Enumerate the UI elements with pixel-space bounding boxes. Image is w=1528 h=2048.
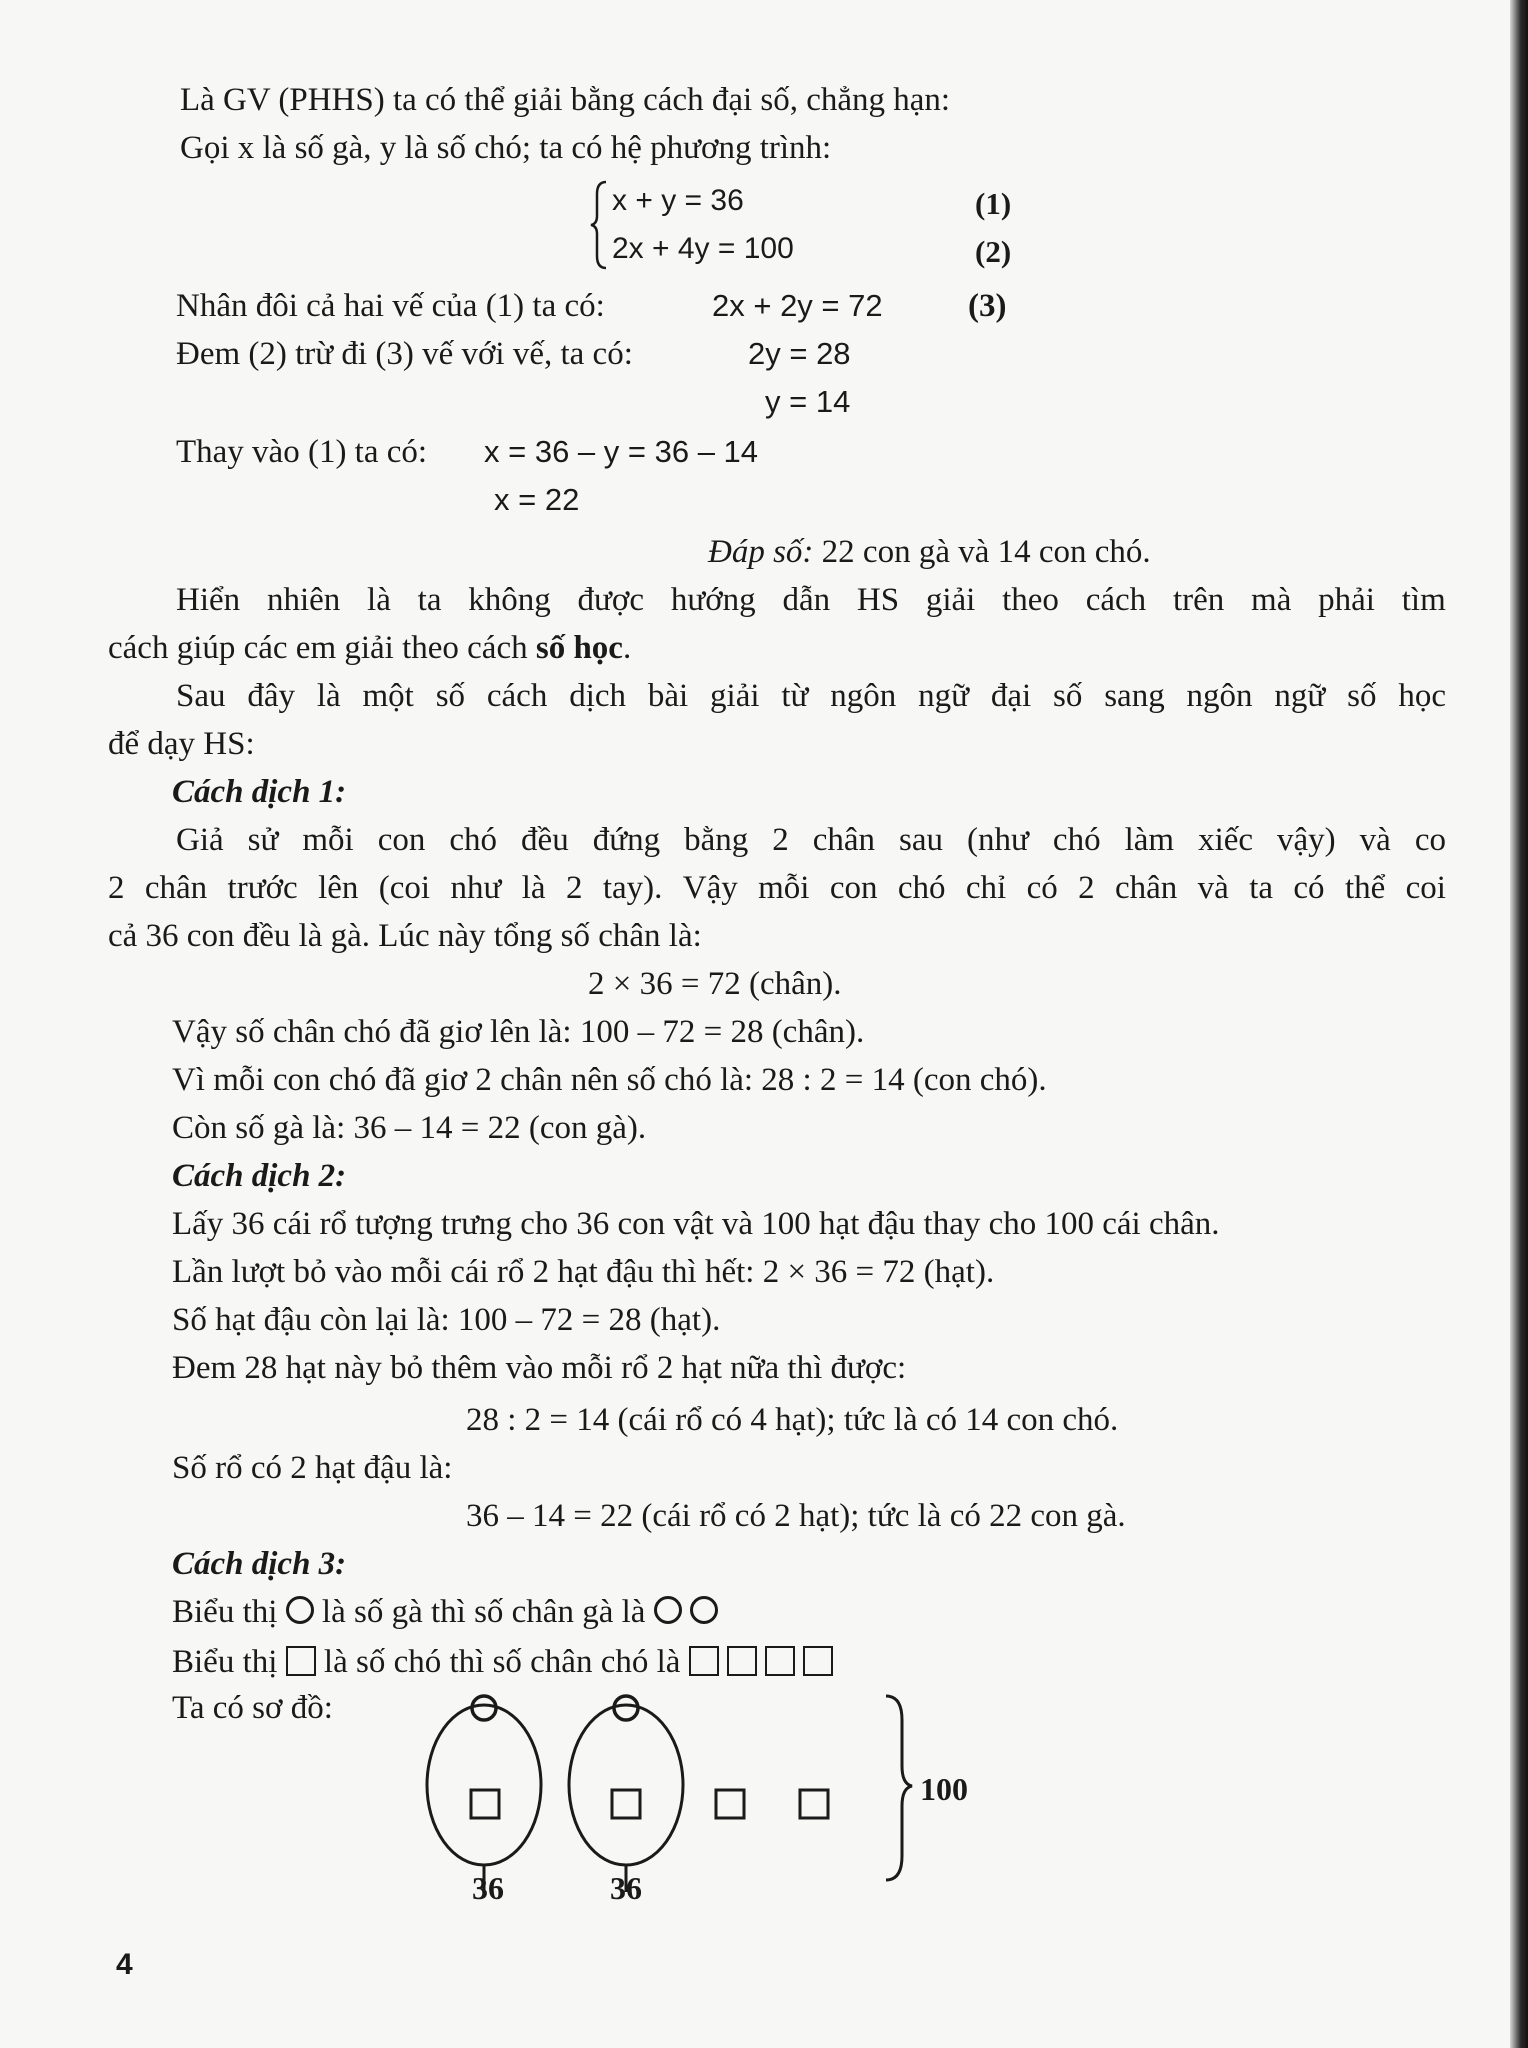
word: là [521, 870, 546, 906]
system-brace [588, 180, 610, 270]
word: như [450, 870, 502, 906]
group-ellipse-left [427, 1705, 541, 1865]
circle-icon [690, 1596, 718, 1624]
word: ngôn [830, 678, 897, 714]
count-right: 36 [610, 1870, 642, 1906]
para2-line-1 [176, 680, 1446, 713]
square-line-post: là số chó thì số chân chó là [323, 1644, 681, 1680]
word: bài [647, 678, 689, 714]
method-1-calc: 2 × 36 = 72 (chân). [588, 966, 842, 1002]
word: sử [247, 822, 279, 858]
word: 2 [1078, 870, 1095, 906]
word: đây [247, 678, 295, 714]
step-3-text: Thay vào (1) ta có: [176, 434, 428, 470]
answer-text: 22 con gà và 14 con chó. [821, 534, 1151, 570]
word: phải [1318, 582, 1375, 618]
circle-icon [654, 1596, 682, 1624]
word: học [1398, 678, 1446, 714]
answer-line [708, 536, 1151, 569]
word: hướng [670, 582, 756, 618]
word: ta [417, 582, 442, 618]
para1-line-1 [176, 584, 1446, 617]
word: giải [925, 582, 976, 618]
word: tìm [1401, 582, 1446, 618]
answer-label: Đáp số: [708, 534, 814, 570]
circle-icon [472, 1696, 496, 1720]
square-line-pre: Biểu thị [172, 1644, 278, 1680]
word: (như [967, 822, 1029, 858]
word: chân [812, 822, 876, 858]
method-1-heading: Cách dịch 1: [172, 774, 347, 810]
method-2-line-2: Lần lượt bỏ vào mỗi cái rổ 2 hạt đậu thì hết: 2 × 36 = 72 (hạt). [172, 1254, 995, 1290]
word: con [829, 870, 878, 906]
word: trước [227, 870, 298, 906]
word: ta [1249, 870, 1274, 906]
para1-period: . [622, 630, 632, 666]
word: chân [1115, 870, 1178, 906]
word: có [1026, 870, 1058, 906]
total-label: 100 [920, 1771, 968, 1807]
word: mỗi [758, 870, 810, 906]
word: 2 [772, 822, 789, 858]
word: 2 [108, 870, 125, 906]
word: ngữ [1274, 678, 1326, 714]
word: tay). [602, 870, 663, 906]
method-2-line-3: Số hạt đậu còn lại là: 100 – 72 = 28 (hạt). [172, 1302, 721, 1338]
word: đứng [592, 822, 661, 858]
word: Vậy [682, 870, 738, 906]
word: Giả [176, 822, 224, 858]
word: làm [1124, 822, 1175, 858]
word: dịch [569, 678, 627, 714]
circle-icon [286, 1596, 314, 1624]
method-1-line-2 [108, 872, 1446, 905]
word: thể [1344, 870, 1386, 906]
word: và [1197, 870, 1229, 906]
word: 2 [565, 870, 583, 906]
word: được [577, 582, 645, 618]
method-1-line-3: cả 36 con đều là gà. Lúc này tổng số chân là: [108, 918, 702, 954]
step-2-result: y = 14 [765, 384, 851, 419]
word: con [377, 822, 426, 858]
word: vậy) [1277, 822, 1336, 858]
word: chó [897, 870, 946, 906]
word: Sau [176, 678, 226, 714]
method-1-line-4: Vậy số chân chó đã giơ lên là: 100 – 72 = 28 (chân). [172, 1014, 865, 1050]
word: (coi [378, 870, 431, 906]
square-icon [471, 1790, 499, 1818]
word: số [1053, 678, 1083, 714]
para1-line-2 [108, 632, 631, 665]
step-3-equation: x = 36 – y = 36 – 14 [484, 434, 759, 469]
word: bằng [684, 822, 749, 858]
square-icon [689, 1646, 719, 1676]
equation-1: x + y = 36 [612, 184, 744, 217]
word: cách [486, 678, 548, 714]
intro-line-2: Gọi x là số gà, y là số chó; ta có hệ phương trình: [180, 130, 832, 166]
word: lên [318, 870, 359, 906]
method-1-line-5: Vì mỗi con chó đã giơ 2 chân nên số chó là: 28 : 2 = 14 (con chó). [172, 1062, 1047, 1098]
method-3-heading: Cách dịch 3: [172, 1546, 347, 1582]
word: là [367, 582, 391, 618]
word: HS [856, 582, 900, 618]
para1-bold-term: số học [535, 630, 623, 666]
method-3-square-line [172, 1646, 833, 1679]
word: không [468, 582, 551, 618]
count-left: 36 [472, 1870, 504, 1906]
square-icon [765, 1646, 795, 1676]
word: một [362, 678, 414, 714]
word: xiếc [1198, 822, 1254, 858]
word: là [316, 678, 341, 714]
word: mà [1251, 582, 1292, 618]
square-icon [727, 1646, 757, 1676]
word: chỉ [965, 870, 1007, 906]
group-ellipse-right [569, 1705, 683, 1865]
method-2-calc-2: 36 – 14 = 22 (cái rổ có 2 hạt); tức là có 22 con gà. [466, 1498, 1126, 1534]
square-icon [716, 1790, 744, 1818]
word: đều [521, 822, 569, 858]
step-2-text: Đem (2) trừ đi (3) vế với vế, ta có: [176, 336, 633, 372]
word: số [435, 678, 466, 714]
word: sau [899, 822, 944, 858]
circle-line-post: là số gà thì số chân gà là [321, 1594, 646, 1630]
word: ngôn [1186, 678, 1253, 714]
method-1-line-6: Còn số gà là: 36 – 14 = 22 (con gà). [172, 1110, 647, 1146]
word: mỗi [302, 822, 354, 858]
word: chó [449, 822, 498, 858]
word: chân [144, 870, 208, 906]
square-icon [803, 1646, 833, 1676]
word: co [1414, 822, 1446, 858]
word: có [1293, 870, 1325, 906]
word: dẫn [782, 582, 831, 618]
word: ngữ [918, 678, 969, 714]
step-3-result: x = 22 [494, 482, 580, 517]
step-1-equation: 2x + 2y = 72 [712, 288, 883, 323]
word: sang [1104, 678, 1165, 714]
word: theo [1002, 582, 1059, 618]
circle-line-pre: Biểu thị [172, 1594, 278, 1630]
total-brace [886, 1696, 912, 1880]
square-icon [612, 1790, 640, 1818]
method-2-line-5: Số rổ có 2 hạt đậu là: [172, 1450, 453, 1486]
word: trên [1172, 582, 1225, 618]
word: đại [990, 678, 1032, 714]
method-1-line-1 [176, 824, 1446, 857]
method-2-line-4: Đem 28 hạt này bỏ thêm vào mỗi rổ 2 hạt nữa thì được: [172, 1350, 907, 1386]
diagram-label: Ta có sơ đồ: [172, 1690, 333, 1726]
page-edge-shadow [1510, 0, 1528, 2048]
method-2-line-1: Lấy 36 cái rổ tượng trưng cho 36 con vật và 100 hạt đậu thay cho 100 cái chân. [172, 1206, 1220, 1242]
page-number: 4 [116, 1948, 133, 1981]
word: số [1347, 678, 1377, 714]
method-2-calc-1: 28 : 2 = 14 (cái rổ có 4 hạt); tức là có 14 con chó. [466, 1402, 1119, 1438]
word: chó [1052, 822, 1101, 858]
word: coi [1405, 870, 1446, 906]
method-3-circle-line [172, 1596, 718, 1629]
step-2-equation: 2y = 28 [748, 336, 851, 371]
method-2-heading: Cách dịch 2: [172, 1158, 347, 1194]
word: nhiên [266, 582, 341, 618]
word: cách [1085, 582, 1147, 618]
intro-line-1: Là GV (PHHS) ta có thể giải bằng cách đại số, chẳng hạn: [180, 82, 951, 118]
equation-2: 2x + 4y = 100 [612, 232, 794, 265]
circle-icon [614, 1696, 638, 1720]
word: giải [710, 678, 760, 714]
para1-text: cách giúp các em giải theo cách [108, 630, 528, 666]
square-icon [800, 1790, 828, 1818]
step-1-tag: (3) [968, 288, 1007, 324]
word: và [1359, 822, 1391, 858]
para2-line-2: để dạy HS: [108, 726, 255, 762]
step-1-text: Nhân đôi cả hai vế của (1) ta có: [176, 288, 605, 324]
square-icon [286, 1646, 316, 1676]
word: Hiển [176, 582, 241, 618]
equation-1-tag: (1) [975, 186, 1012, 221]
word: từ [781, 678, 809, 714]
equation-2-tag: (2) [975, 234, 1012, 269]
